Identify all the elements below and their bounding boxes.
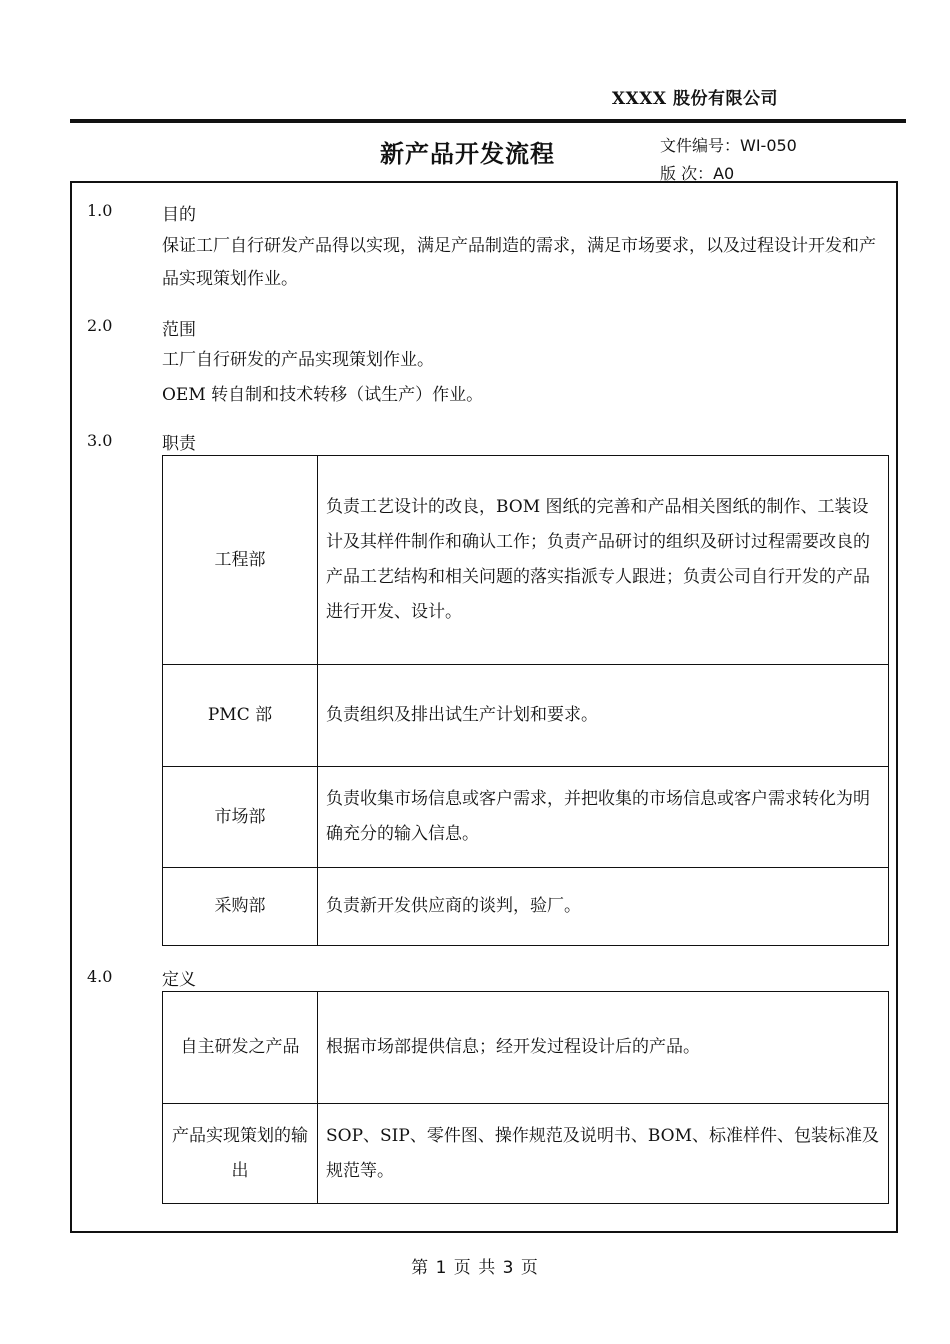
dept-cell: 采购部 [163,868,318,946]
section-number: 2.0 [87,316,113,335]
responsibilities-table [162,455,889,946]
section-heading: 职责 [162,434,196,454]
section-number: 1.0 [87,201,113,220]
section-number: 4.0 [87,967,113,986]
section-heading: 范围 [162,320,196,340]
section-heading: 定义 [162,970,196,990]
desc-cell: 根据市场部提供信息；经开发过程设计后的产品。 [318,992,889,1104]
section-heading: 目的 [162,205,196,225]
dept-cell: 市场部 [163,767,318,868]
section-paragraph: 工厂自行研发的产品实现策划作业。 [162,350,434,370]
desc-cell: 负责组织及排出试生产计划和要求。 [318,665,889,767]
section-number: 3.0 [87,431,113,450]
term-cell: 自主研发之产品 [163,992,318,1104]
page-footer: 第 1 页 共 3 页 [411,1258,539,1278]
table-row [163,992,889,1104]
section-paragraph: 保证工厂自行研发产品得以实现，满足产品制造的需求，满足市场要求，以及过程设计开发和产品实现策划作业。 [162,236,876,289]
document-number: 文件编号：WI-050 [660,136,797,155]
desc-cell: 负责收集市场信息或客户需求，并把收集的市场信息或客户需求转化为明确充分的输入信息。 [318,767,889,868]
table-row [163,767,889,868]
header-divider [70,119,906,123]
desc-cell: 负责新开发供应商的谈判，验厂。 [318,868,889,946]
document-version: 版 次：A0 [660,164,735,183]
document-title: 新产品开发流程 [380,139,555,168]
definitions-table [162,991,889,1204]
section-paragraph: OEM 转自制和技术转移（试生产）作业。 [162,385,484,405]
company-name: XXXX 股份有限公司 [611,89,778,109]
table-row [163,1104,889,1204]
table-row [163,665,889,767]
desc-cell: 负责工艺设计的改良，BOM 图纸的完善和产品相关图纸的制作、工装设计及其样件制作和确认工作；负责产品研讨的组织及研讨过程需要改良的产品工艺结构和相关问题的落实指派专人跟进；负责公司自行开发的产品进行开发、设计。 [318,456,889,665]
desc-cell: SOP、SIP、零件图、操作规范及说明书、BOM、标准样件、包装标准及规范等。 [318,1104,889,1204]
dept-cell: 工程部 [163,456,318,665]
term-cell: 产品实现策划的输出 [163,1104,318,1204]
table-row [163,868,889,946]
table-row [163,456,889,665]
dept-cell: PMC 部 [163,665,318,767]
